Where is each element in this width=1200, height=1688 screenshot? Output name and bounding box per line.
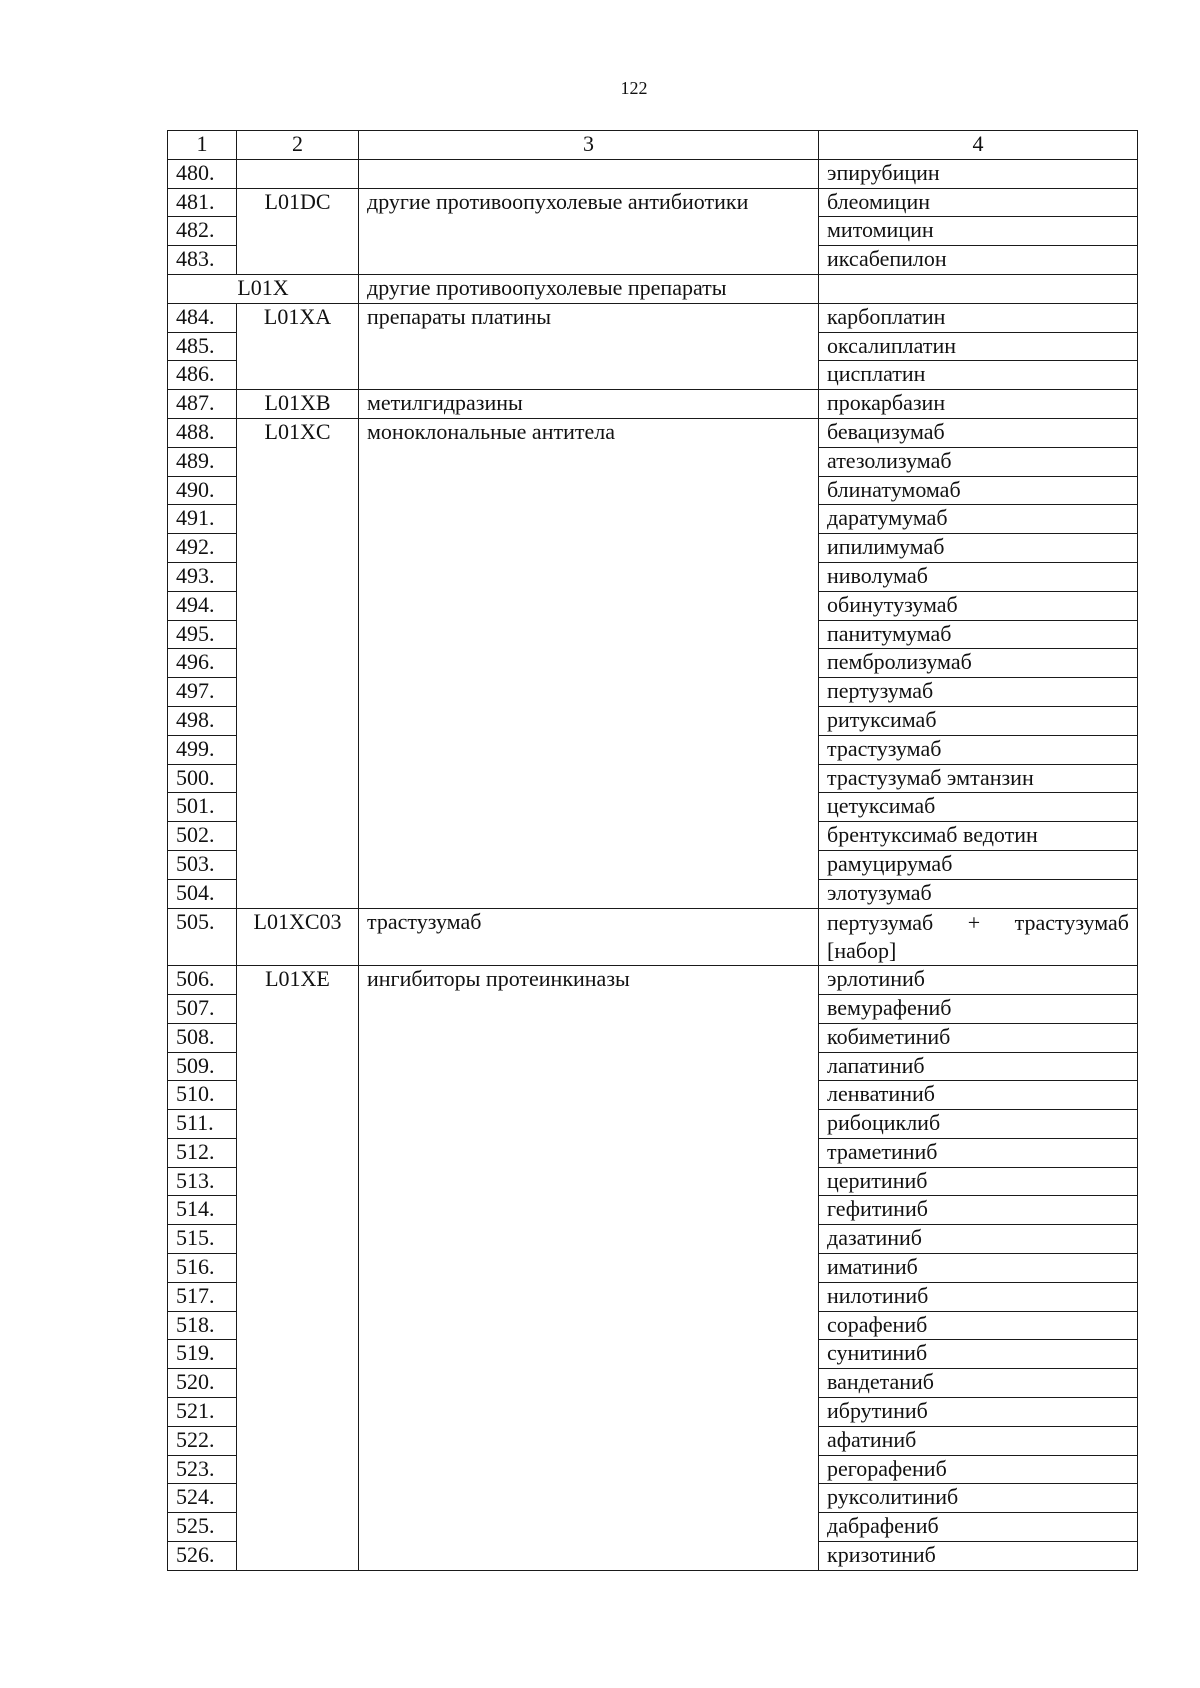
column-header-1: 1 — [168, 131, 237, 160]
row-number: 495. — [168, 620, 237, 649]
drug-name: регорафениб — [819, 1455, 1138, 1484]
drug-name: сорафениб — [819, 1311, 1138, 1340]
group-row — [168, 274, 1138, 303]
group-name: препараты платины — [359, 303, 819, 389]
column-header-3: 3 — [359, 131, 819, 160]
drug-name: ниволумаб — [819, 562, 1138, 591]
drug-name-cell — [819, 274, 1138, 303]
row-number: 484. — [168, 303, 237, 332]
row-number: 488. — [168, 418, 237, 447]
drug-name: эпирубицин — [819, 159, 1138, 188]
atc-group-code: L01X — [168, 274, 359, 303]
atc-code: L01DC — [237, 188, 359, 274]
drug-name: траметиниб — [819, 1138, 1138, 1167]
drug-name: дабрафениб — [819, 1513, 1138, 1542]
row-number: 526. — [168, 1542, 237, 1571]
row-number: 519. — [168, 1340, 237, 1369]
row-number: 511. — [168, 1110, 237, 1139]
row-number: 487. — [168, 390, 237, 419]
group-name: моноклональные антитела — [359, 418, 819, 908]
drug-name: сунитиниб — [819, 1340, 1138, 1369]
drug-name-combo — [819, 908, 1138, 966]
table-row — [168, 188, 1138, 217]
atc-code: L01XC03 — [237, 908, 359, 966]
drug-name: гефитиниб — [819, 1196, 1138, 1225]
drug-name: карбоплатин — [819, 303, 1138, 332]
drug-name: руксолитиниб — [819, 1484, 1138, 1513]
drug-name: кризотиниб — [819, 1542, 1138, 1571]
drug-name: пертузумаб — [819, 678, 1138, 707]
row-number: 510. — [168, 1081, 237, 1110]
drug-name: атезолизумаб — [819, 447, 1138, 476]
table-row — [168, 303, 1138, 332]
row-number: 515. — [168, 1225, 237, 1254]
drug-name: иксабепилон — [819, 246, 1138, 275]
row-number: 483. — [168, 246, 237, 275]
atc-code-cell — [237, 159, 359, 188]
group-name: ингибиторы протеинкиназы — [359, 966, 819, 1571]
row-number: 494. — [168, 591, 237, 620]
drug-name: пертузумаб + трастузумаб — [827, 909, 1129, 935]
drug-name: пембролизумаб — [819, 649, 1138, 678]
drug-name: трастузумаб — [819, 735, 1138, 764]
drug-name: нилотиниб — [819, 1282, 1138, 1311]
drug-name: ритуксимаб — [819, 706, 1138, 735]
atc-code: L01XB — [237, 390, 359, 419]
row-number: 485. — [168, 332, 237, 361]
row-number: 517. — [168, 1282, 237, 1311]
row-number: 523. — [168, 1455, 237, 1484]
drug-name-note: [набор] — [827, 937, 897, 963]
row-number: 480. — [168, 159, 237, 188]
row-number: 500. — [168, 764, 237, 793]
drug-name: дазатиниб — [819, 1225, 1138, 1254]
row-number: 521. — [168, 1398, 237, 1427]
row-number: 522. — [168, 1426, 237, 1455]
group-name-cell — [359, 159, 819, 188]
row-number: 525. — [168, 1513, 237, 1542]
table-header-row — [168, 131, 1138, 160]
row-number: 514. — [168, 1196, 237, 1225]
drug-name: даратумумаб — [819, 505, 1138, 534]
row-number: 504. — [168, 879, 237, 908]
group-name: трастузумаб — [359, 908, 819, 966]
row-number: 501. — [168, 793, 237, 822]
drug-name: ипилимумаб — [819, 534, 1138, 563]
row-number: 481. — [168, 188, 237, 217]
drug-name: рибоциклиб — [819, 1110, 1138, 1139]
row-number: 505. — [168, 908, 237, 966]
row-number: 503. — [168, 850, 237, 879]
row-number: 490. — [168, 476, 237, 505]
row-number: 509. — [168, 1052, 237, 1081]
drug-name: вандетаниб — [819, 1369, 1138, 1398]
row-number: 502. — [168, 822, 237, 851]
drug-name: ленватиниб — [819, 1081, 1138, 1110]
group-name: метилгидразины — [359, 390, 819, 419]
row-number: 506. — [168, 966, 237, 995]
row-number: 518. — [168, 1311, 237, 1340]
drug-name: лапатиниб — [819, 1052, 1138, 1081]
atc-code: L01XE — [237, 966, 359, 1571]
drug-name: митомицин — [819, 217, 1138, 246]
column-header-4: 4 — [819, 131, 1138, 160]
drug-name: цисплатин — [819, 361, 1138, 390]
row-number: 507. — [168, 994, 237, 1023]
row-number: 524. — [168, 1484, 237, 1513]
table-row — [168, 418, 1138, 447]
drug-name: прокарбазин — [819, 390, 1138, 419]
drug-name: эрлотиниб — [819, 966, 1138, 995]
row-number: 499. — [168, 735, 237, 764]
drug-name: афатиниб — [819, 1426, 1138, 1455]
drug-name: рамуцирумаб — [819, 850, 1138, 879]
row-number: 498. — [168, 706, 237, 735]
drug-name: блинатумомаб — [819, 476, 1138, 505]
drug-name: вемурафениб — [819, 994, 1138, 1023]
table-row — [168, 159, 1138, 188]
row-number: 496. — [168, 649, 237, 678]
table-row — [168, 390, 1138, 419]
column-header-2: 2 — [237, 131, 359, 160]
row-number: 512. — [168, 1138, 237, 1167]
drug-name: обинутузумаб — [819, 591, 1138, 620]
drug-name: бевацизумаб — [819, 418, 1138, 447]
row-number: 508. — [168, 1023, 237, 1052]
group-name: другие противоопухолевые антибиотики — [359, 188, 819, 274]
row-number: 489. — [168, 447, 237, 476]
drug-name: кобиметиниб — [819, 1023, 1138, 1052]
row-number: 492. — [168, 534, 237, 563]
row-number: 516. — [168, 1254, 237, 1283]
drug-name: брентуксимаб ведотин — [819, 822, 1138, 851]
drug-name: элотузумаб — [819, 879, 1138, 908]
drug-name: иматиниб — [819, 1254, 1138, 1283]
row-number: 497. — [168, 678, 237, 707]
drug-name: цетуксимаб — [819, 793, 1138, 822]
atc-code: L01XA — [237, 303, 359, 389]
row-number: 491. — [168, 505, 237, 534]
group-name: другие противоопухолевые препараты — [359, 274, 819, 303]
table-row — [168, 908, 1138, 966]
drug-name: блеомицин — [819, 188, 1138, 217]
drug-name: церитиниб — [819, 1167, 1138, 1196]
row-number: 493. — [168, 562, 237, 591]
drug-name: оксалиплатин — [819, 332, 1138, 361]
drug-name: ибрутиниб — [819, 1398, 1138, 1427]
row-number: 513. — [168, 1167, 237, 1196]
row-number: 486. — [168, 361, 237, 390]
drug-name: панитумумаб — [819, 620, 1138, 649]
row-number: 482. — [168, 217, 237, 246]
table-row — [168, 966, 1138, 995]
row-number: 520. — [168, 1369, 237, 1398]
drug-table — [167, 130, 1138, 1571]
atc-code: L01XC — [237, 418, 359, 908]
drug-name: трастузумаб эмтанзин — [819, 764, 1138, 793]
page-number: 122 — [620, 78, 648, 98]
